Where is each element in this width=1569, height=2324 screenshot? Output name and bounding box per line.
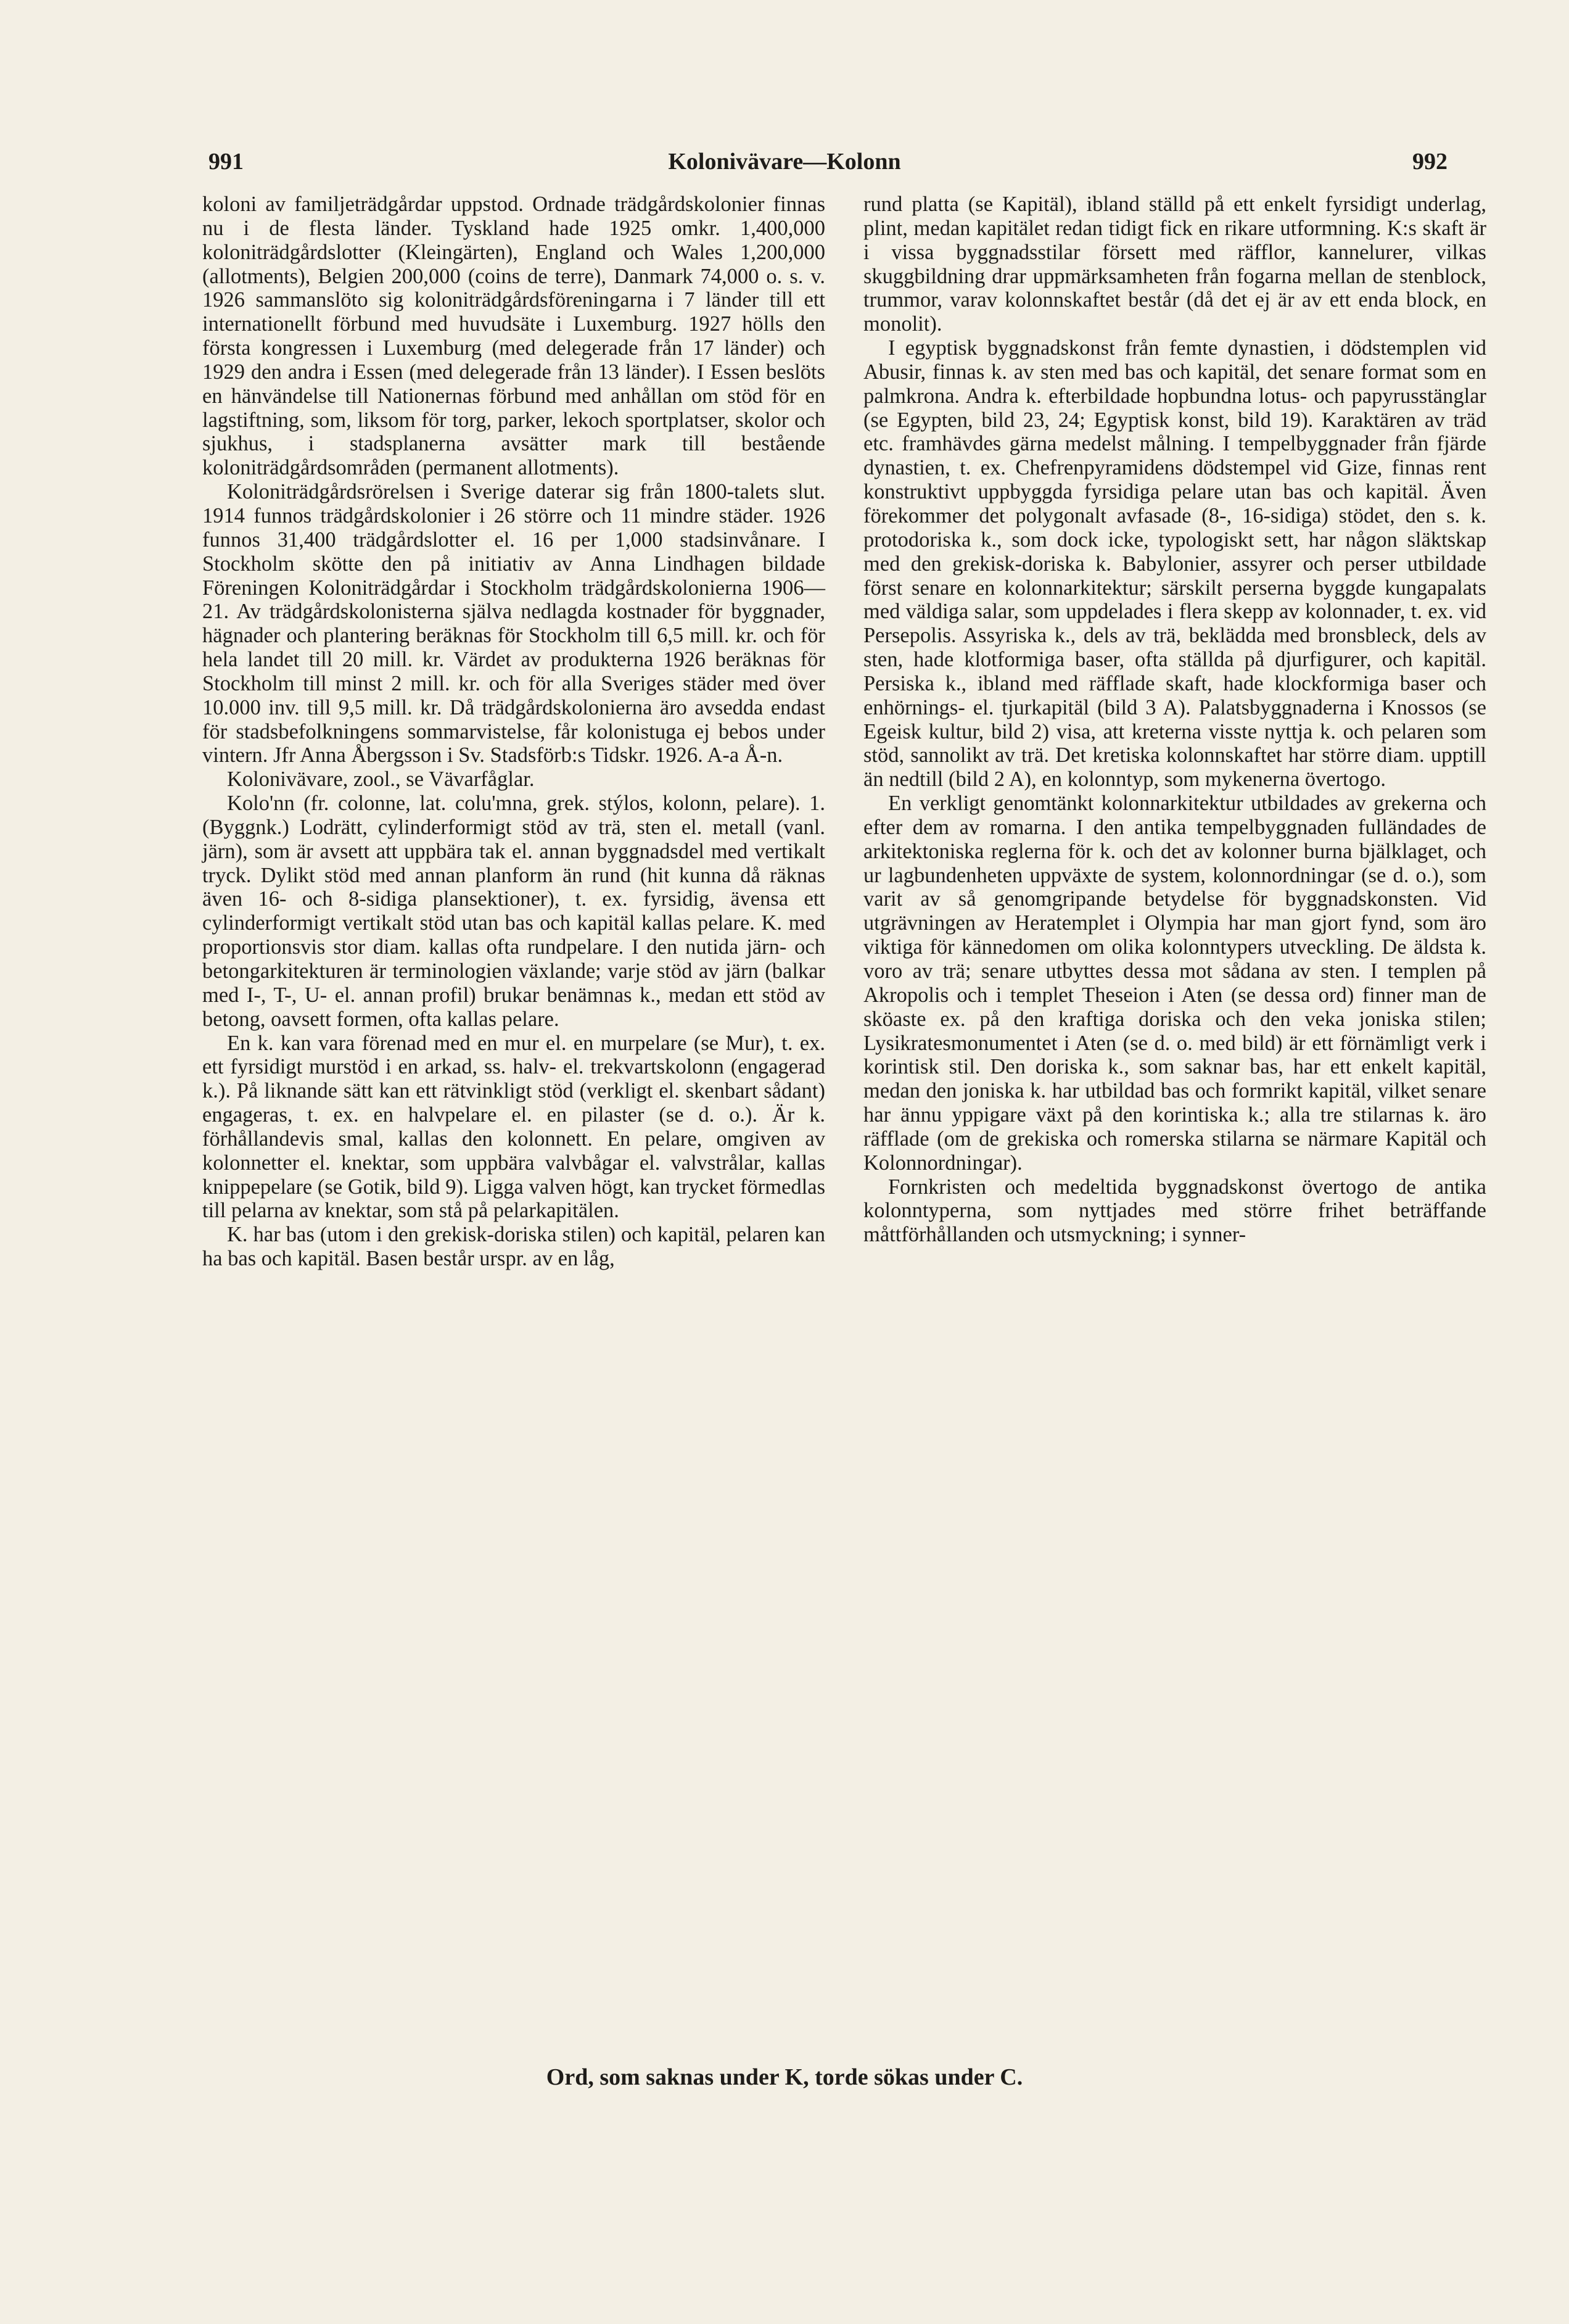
page-number-right: 992	[1412, 149, 1448, 175]
paragraph: Fornkristen och medeltida byggnadskonst övertogo de antika kolonntyperna, som nyttjades med större frihet beträffande måttförhållanden och utsmyckning; i synner-	[863, 1175, 1486, 1247]
entry-kolonivavare: Kolonivävare, zool., se Vävarfåglar.	[227, 767, 535, 792]
paragraph: I egyptisk byggnadskonst från femte dynastien, i dödstemplen vid Abusir, finnas k. av sten med bas och kapitäl, det senare format som en palmkrona. Andra k. efterbildade hopbundna lotus- och papyrusstänglar (se Egypten, bild 23, 24; Egyptisk konst, bild 19). Karaktären av träd etc. framhävdes gärna medelst målning. I tempelbyggnader från fjärde dynastien, t. ex. Chefrenpyramidens dödstempel vid Gize, finnas rent konstruktivt uppbyggda fyrsidiga pelare utan bas och kapitäl. Även förekommer det polygonalt avfasade (8-, 16-sidiga) stödet, den s. k. protodoriska k., som dock icke, typologiskt sett, har någon släktskap med den grekisk-doriska k. Babylonier, assyrer och perser utbildade först senare en kolonnarkitektur; särskilt perserna byggde kungapalats med väldiga salar, som uppdelades i flera skepp av kolonnader, t. ex. vid Persepolis. Assyriska k., dels av trä, beklädda med bronsbleck, dels av sten, hade klotformiga baser, ofta ställda på djurfigurer, och kapitäl. Persiska k., ibland med räfflade skaft, hade klockformiga baser och enhörnings- el. tjurkapitäl (bild 3 A). Palatsbyggnaderna i Knossos (se Egeisk kultur, bild 2) visa, att kreterna visste nyttja k. och pelaren som stöd, sannolikt av trä. Det kretiska kolonnskaftet har större diam. upptill än nedtill (bild 2 A), en kolonntyp, som mykenerna övertogo.	[863, 336, 1486, 792]
left-column	[202, 192, 825, 1271]
paragraph: Koloniträdgårdsrörelsen i Sverige daterar sig från 1800-talets slut. 1914 funnos trädgårdskolonier i 26 större och 11 mindre städer. 1926 funnos 31,400 trädgårdslotter el. 16 per 1,000 stadsinvånare. I Stockholm skötte den på initiativ av Anna Lindhagen bildade Föreningen Koloniträdgårdar i Stockholm trädgårdskolonierna 1906—21. Av trädgårdskolonisterna själva nedlagda kostnader för byggnader, hägnader och plantering beräknas för Stockholm till 6,5 mill. kr. och för hela landet till 20 mill. kr. Värdet av produkterna 1926 beräknas för Stockholm till minst 2 mill. kr. och för alla Sveriges städer med över 10.000 inv. till 9,5 mill. kr. Då trädgårdskolonierna äro avsedda endast för stadsbefolkningens sommarvistelse, får kolonistuga ej bebos under vintern. Jfr Anna Åbergsson i Sv. Stadsförb:s Tidskr. 1926. A-a Å-n.	[202, 480, 825, 767]
page-number-left: 991	[208, 149, 244, 175]
entry-kolonn: Kolo'nn (fr. colonne, lat. colu'mna, grek. stýlos, kolonn, pelare). 1. (Byggnk.) Lodrätt, cylinderformigt stöd av trä, sten el. metall (vanl. järn), som är avsett att uppbära tak el. annan byggnadsdel med vertikalt tryck. Dylikt stöd med annan planform än rund (hit kunna då räknas även 16- och 8-sidiga plansektioner), t. ex. fyrsidig, ävensa ett cylinderformigt vertikalt stöd utan bas och kapitäl kallas pelare. K. med proportionsvis stor diam. kallas ofta rundpelare. I den nutida järn- och betongarkitekturen är terminologien växlande; varje stöd av järn (balkar med I-, T-, U- el. annan profil) brukar benämnas k., medan ett stöd av betong, oavsett formen, ofta kallas pelare.	[202, 792, 825, 1031]
paragraph: En verkligt genomtänkt kolonnarkitektur utbildades av grekerna och efter dem av romarna. I den antika tempelbyggnaden fulländades de arkitektoniska reglerna för k. och det av kolonner burna bjälklaget, och ur lagbundenheten uppväxte de system, kolonnordningar (se d. o.), som varit av så genomgripande betydelse för byggnadskonsten. Vid utgrävningen av Heratemplet i Olympia har man gjort fynd, som äro viktiga för kännedomen om olika kolonntypers utveckling. De äldsta k. voro av trä; senare utbyttes dessa mot sådana av sten. I templen på Akropolis och i templet Theseion i Aten (se dessa ord) finner man de sköaste ex. på den kraftiga doriska och den veka joniska stilen; Lysikratesmonumentet i Aten (se d. o. med bild) är ett förnämligt verk i korintisk stil. Den doriska k., som saknar bas, har ett enkelt kapitäl, medan den joniska k. har utbildad bas och formrikt kapitäl, vilket senare har ännu yppigare växt på den korintiska k.; alla tre stilarnas k. äro räfflade (om de grekiska och romerska stilarna se närmare Kapitäl och Kolonnordningar).	[863, 792, 1486, 1175]
right-column	[863, 192, 1486, 1247]
paragraph: K. har bas (utom i den grekisk-doriska stilen) och kapitäl, pelaren kan ha bas och kapitäl. Basen består urspr. av en låg,	[202, 1223, 825, 1271]
running-title: Kolonivävare—Kolonn	[668, 149, 901, 175]
paragraph: koloni av familjeträdgårdar uppstod. Ordnade trädgårdskolonier finnas nu i de flesta länder. Tyskland hade 1925 omkr. 1,400,000 koloniträdgårdslotter (Kleingärten), England och Wales 1,200,000 (allotments), Belgien 200,000 (coins de terre), Danmark 74,000 o. s. v. 1926 sammanslöto sig koloniträdgårdsföreningarna i 7 länder till ett internationellt förbund med huvudsäte i Luxemburg. 1927 hölls den första kongressen i Luxemburg (med delegerade från 17 länder) och 1929 den andra i Essen (med delegerade från 13 länder). I Essen beslöts en hänvändelse till Nationernas förbund med anhållan om stöd för en lagstiftning, som, liksom för torg, parker, lekoch sportplatser, skolor och sjukhus, i stadsplanerna avsätter mark till bestående koloniträdgårdsområden (permanent allotments).	[202, 192, 825, 480]
footer-note: Ord, som saknas under K, torde sökas under C.	[546, 2064, 1023, 2090]
paragraph: rund platta (se Kapitäl), ibland ställd på ett enkelt fyrsidigt underlag, plint, medan kapitälet redan tidigt fick en rikare utformning. K:s skaft är i vissa byggnadsstilar försett med räfflor, kannelurer, vilkas skuggbildning drar uppmärksamheten från fogarna mellan de stenblock, trummor, varav kolonnskaftet består (då det ej är av ett enda block, en monolit).	[863, 192, 1486, 336]
paragraph: En k. kan vara förenad med en mur el. en murpelare (se Mur), t. ex. ett fyrsidigt murstöd i en arkad, ss. halv- el. trekvartskolonn (engagerad k.). På liknande sätt kan ett rätvinkligt stöd (verkligt el. skenbart sådant) engageras, t. ex. en halvpelare el. en pilaster (se d. o.). Är k. förhållandevis smal, kallas den kolonnett. En pelare, omgiven av kolonnetter el. knektar, som uppbära valvbågar el. valvstrålar, kallas knippepelare (se Gotik, bild 9). Ligga valven högt, kan trycket förmedlas till pelarna av knektar, som stå på pelarkapitälen.	[202, 1031, 825, 1223]
